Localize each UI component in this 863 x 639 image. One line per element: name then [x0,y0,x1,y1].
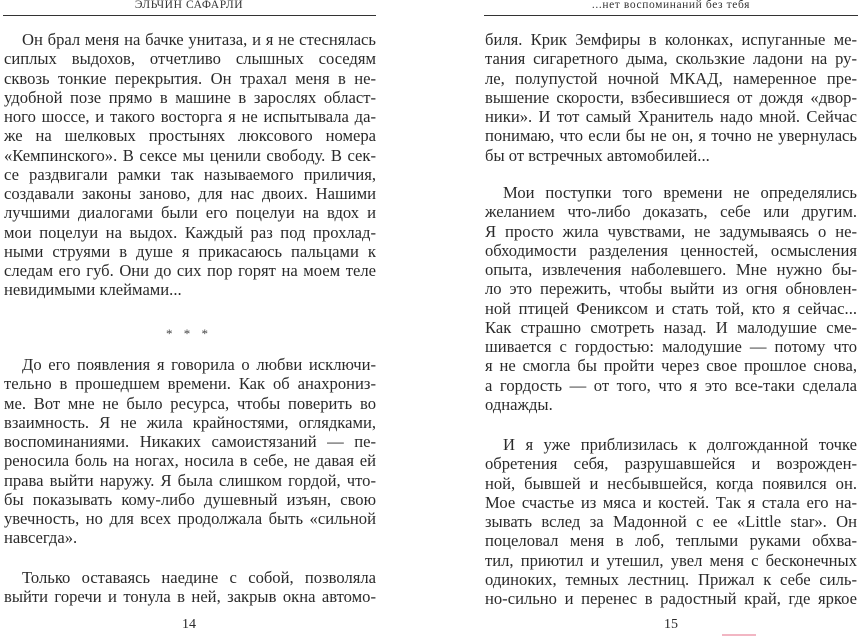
text-line: тельно в прошедшем времени. Как об анахрониз- [4,374,376,394]
text-line: тил, приютил и утешил, увел меня с бесконечных [485,550,857,570]
text-line: желанием что-либо доказать, себе или другим. [485,202,857,222]
text-line: а гордость — от того, что я это все-таки сделала [485,375,857,395]
running-header-title: ...нет воспоминаний без тебя [591,0,751,11]
header-rule [3,15,376,16]
text-line: следам его губ. Они до сих пор горят на моем теле [4,261,376,280]
text-line: ного шоссе, и такого восторга я не испытывала да- [4,107,376,126]
text-line: ной птицей Фениксом и стать той, кто я сейчас... [485,298,857,318]
text-line: Я просто жила чувствами, не задумываясь о не- [485,221,857,241]
text-line: опыта, извлечения наболевшего. Мне нужно бы- [485,260,857,279]
text-line: права выйти наружу. Я была слишком гордой, что- [4,470,376,490]
text-line: биля. Крик Земфиры в колонках, испуганные ме- [485,30,857,49]
paragraph [485,435,857,608]
text-line: же на шелковых простынях люксового номера [4,126,376,146]
page-number: 15 [664,617,678,632]
text-line: но-сильно и перенес в радостный край, где яркое [485,589,857,608]
text-line: одиноких, темных лестниц. Прижал к себе силь- [485,569,857,589]
text-line: реносила боль на ногах, носила в себе, не давая ей [4,451,376,471]
text-line: я не смогла бы пройти через свое прошлое снова, [485,356,857,376]
text-line: взаимность. Я не жила крайностями, оглядками, [4,412,376,432]
text-line: однажды. [485,394,553,414]
text-line: навсегда». [4,528,78,548]
running-header-author: ЭЛЬЧИН САФАРЛИ [134,0,244,11]
text-line: выйти горечи и тонула в ней, закрыв окна автомо- [4,587,376,607]
text-line: ники». И тот самый Хранитель надо мной. Сейчас [485,107,857,126]
text-line: До его появления я говорила о любви исключи- [22,355,376,374]
text-line: Мои поступки того времени не определялись [503,183,857,202]
paragraph [485,183,857,414]
text-line: обходимости разделения ценностей, осмысления [485,240,857,260]
text-line: тания сигаретного дыма, скользкие ладони на ру- [485,49,857,69]
text-line: обретения себя, разрушавшейся и возрожден- [485,454,857,474]
section-separator: * * * [166,326,212,341]
text-line: ме. Вот мне не было ресурса, чтобы поверить во [4,393,376,413]
text-line: понимаю, что если бы не он, я точно не увернулась [485,126,857,146]
text-line: ной, бывшей и несбывшейся, когда появился он. [485,473,857,493]
text-line: мои поцелуи на выдох. Каждый раз под прохлад- [4,222,376,242]
text-line: создавали законы заново, для нас двоих. Нашими [4,184,376,203]
text-line: увечность, но для всех продолжала быть «сильной [4,509,376,528]
text-line: удобной позе прямо в машине в зарослях област- [4,87,376,107]
text-line: вышение скорости, взбесившиеся от дождя «двор- [485,87,857,107]
text-line: Он брал меня на бачке унитаза, и я не стеснялась [22,30,376,49]
text-line: Только оставаясь наедине с собой, позволяла [22,568,376,587]
text-line: Мое счастье из мяса и костей. Так я стала его на- [485,492,857,512]
text-line: «Кемпинского». В сексе мы ценили свободу. В сек- [4,145,376,165]
text-line: ло это пережить, чтобы выйти из огня обновлен- [485,279,857,299]
header-rule [484,15,858,16]
text-line: ле, полупустой ночной МКАД, намеренное пре- [485,68,857,88]
text-line: сиплых выдохов, отчетливо слышных соседям [4,49,376,69]
text-line: поцеловал меня в лоб, теплыми руками обхва- [485,531,857,551]
text-line: сквозь тонкие перекрытия. Он трахал меня в не- [4,68,376,88]
text-line: шивается с гордостью: малодушие — потому что [485,337,857,356]
paragraph [4,30,376,300]
text-line: се раздвигали рамки так называемого приличия, [4,164,376,184]
decorative-mark [722,634,756,636]
paragraph [485,30,857,165]
text-line: лучшими диалогами были его поцелуи на вдох и [4,203,376,223]
text-line: невидимыми клеймами... [4,280,182,300]
text-line: воспоминаниями. Никаких самоистязаний — пе- [4,432,376,451]
paragraph [4,355,376,548]
text-line: Как страшно смотреть назад. И малодушие сме- [485,317,857,337]
text-line: бы показывать кому-либо душевный изъян, свою [4,489,376,509]
text-line: бы от встречных автомобилей... [485,145,710,165]
text-line: И я уже приблизилась к долгожданной точке [503,435,857,454]
paragraph [4,568,376,607]
page-number: 14 [182,617,196,632]
text-line: зывать вслед за Мадонной с ее «Little star». Он [485,512,857,531]
text-line: ными струями в душе я прикасаюсь пальцами к [4,241,376,261]
